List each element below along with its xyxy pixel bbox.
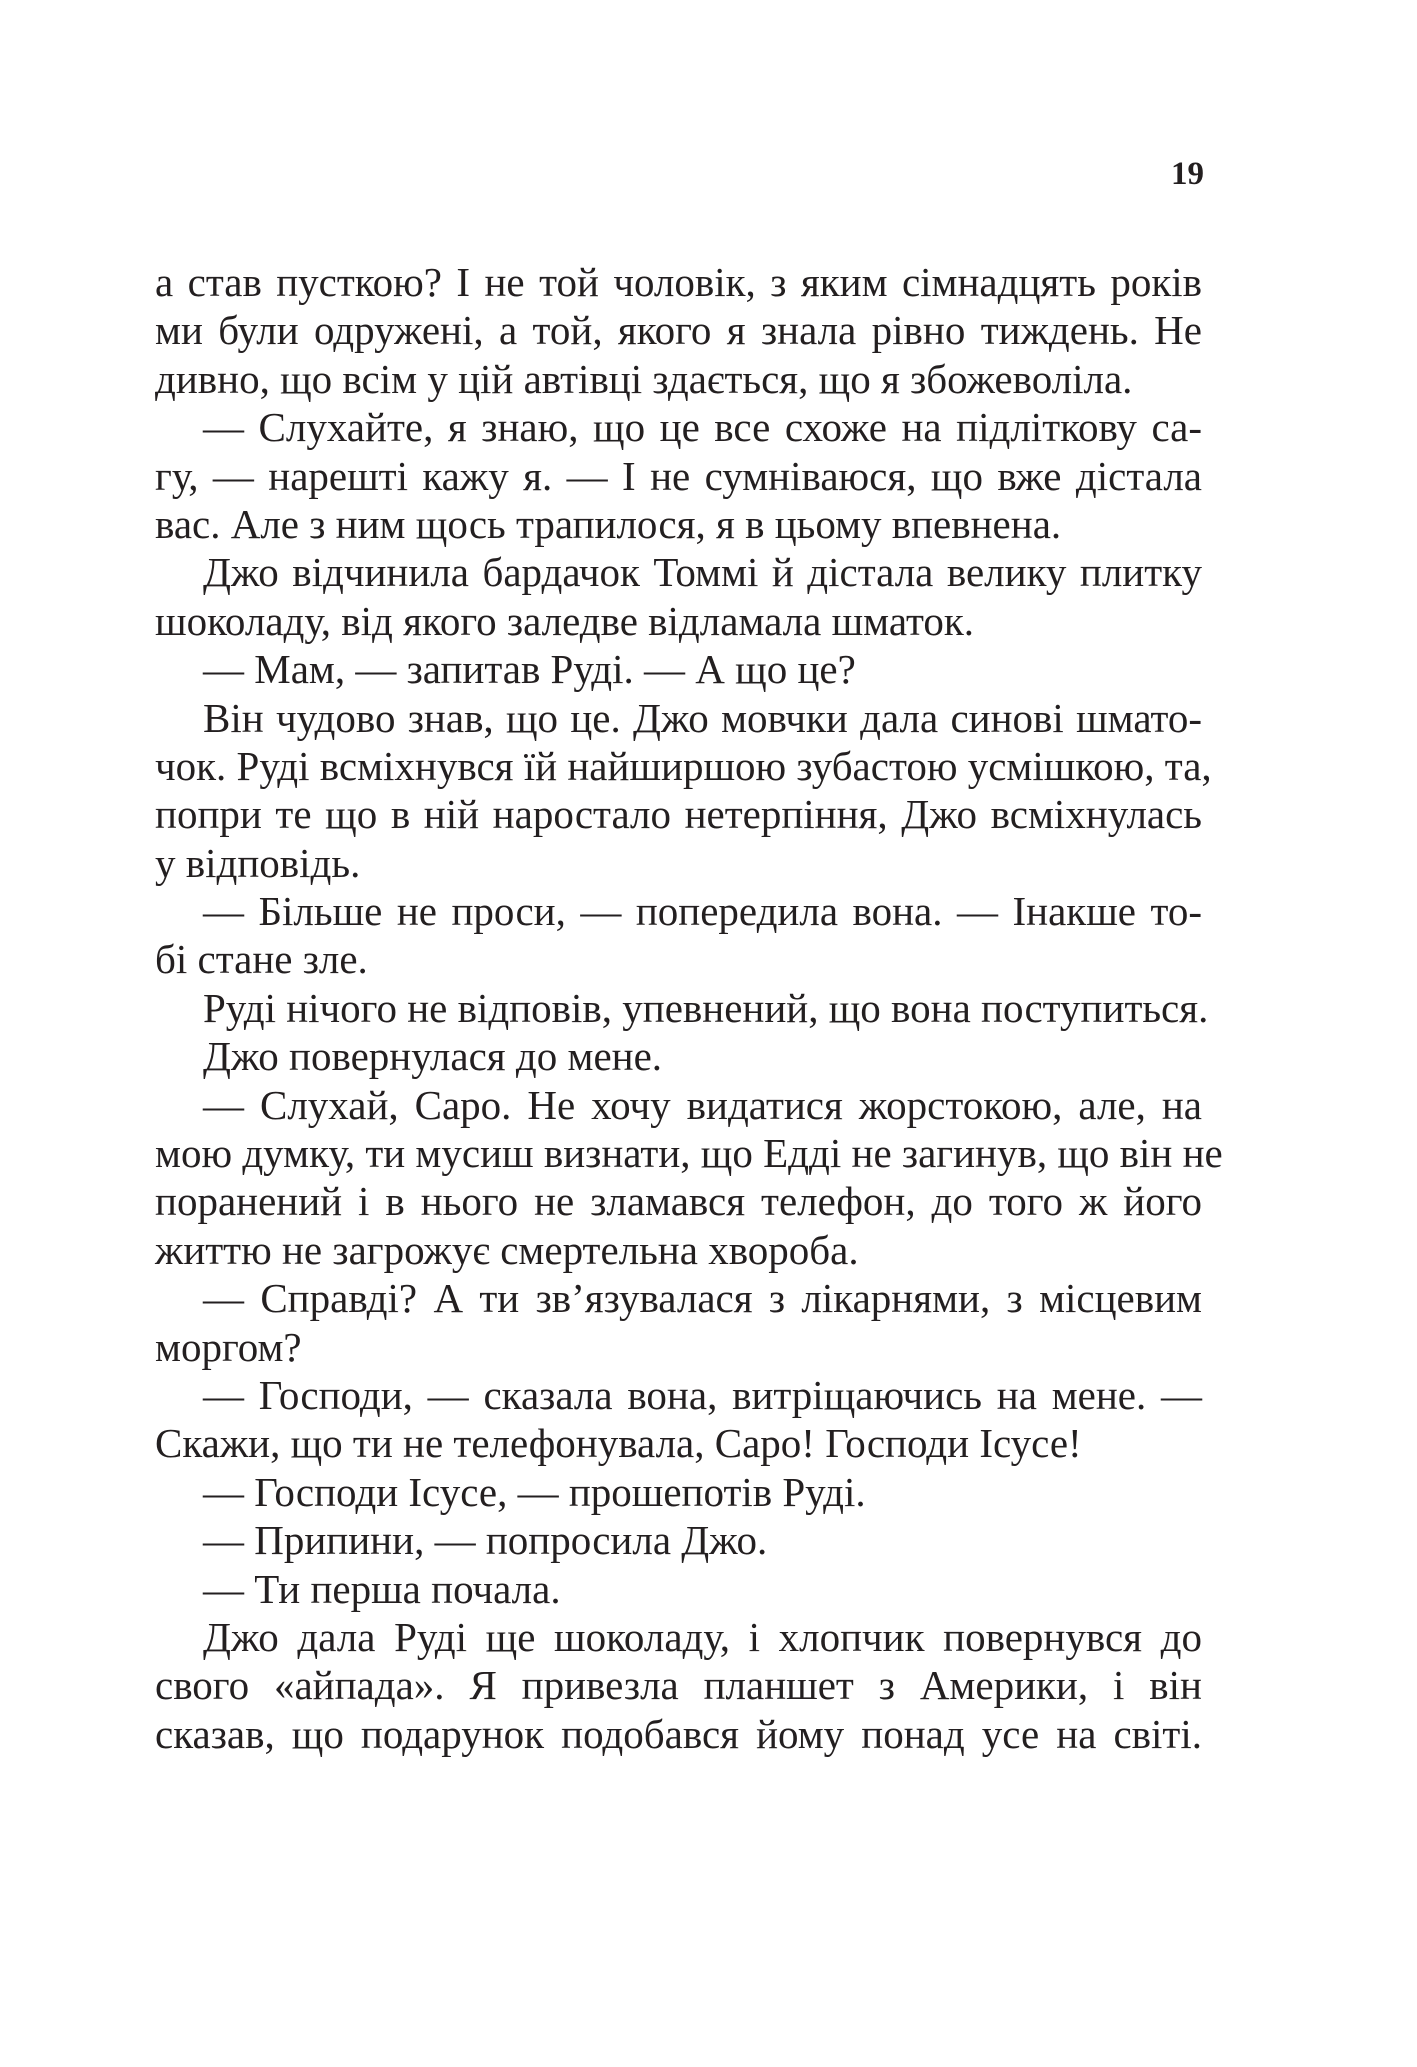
text-line: життю не загрожує смертельна хвороба. (155, 1226, 859, 1273)
text-line: моргом? (155, 1323, 302, 1370)
text-line: попри те що в ній наростало нетерпіння, Джо всміхнулась (155, 791, 1202, 838)
text-line: чок. Руді всміхнувся їй найширшою зубастою усмішкою, та, (155, 742, 1212, 789)
text-line: дивно, що всім у цій автівці здається, що я збожеволіла. (155, 355, 1133, 402)
text-line: — Мам, — запитав Руді. — А що це? (203, 646, 856, 693)
text-line: поранений і в нього не зламався телефон, до того ж його (155, 1178, 1202, 1225)
text-line: сказав, що подарунок подобався йому понад усе на світі. (155, 1710, 1202, 1757)
text-line: — Господи Ісусе, — прошепотів Руді. (203, 1468, 866, 1515)
text-line: — Справді? А ти зв’язувалася з лікарнями, з місцевим (203, 1275, 1202, 1322)
text-line: бі стане зле. (155, 936, 368, 983)
text-line: — Більше не проси, — попередила вона. — Інакше то- (203, 888, 1202, 935)
text-line: — Припини, — попросила Джо. (203, 1517, 768, 1564)
text-line: вас. Але з ним щось трапилося, я в цьому впевнена. (155, 500, 1062, 547)
text-line: а став пусткою? І не той чоловік, з яким сімнадцять років (155, 259, 1202, 305)
text-line: Він чудово знав, що це. Джо мовчки дала синові шмато- (203, 694, 1202, 741)
text-line: — Господи, — сказала вона, витріщаючись на мене. — (203, 1371, 1202, 1418)
text-line: Скажи, що ти не телефонувала, Саро! Господи Ісусе! (155, 1420, 1082, 1467)
body-text (155, 258, 1223, 1758)
text-line: — Слухай, Саро. Не хочу видатися жорстокою, але, на (203, 1081, 1202, 1128)
text-line: свого «айпада». Я привезла планшет з Америки, і він (155, 1662, 1202, 1709)
text-line: — Слухайте, я знаю, що це все схоже на підліткову са- (203, 404, 1202, 451)
text-line: Руді нічого не відповів, упевнений, що вона поступиться. (203, 984, 1209, 1031)
text-line: гу, — нарешті кажу я. — І не сумніваюся, що вже дістала (155, 452, 1202, 499)
text-line: — Ти перша почала. (203, 1565, 561, 1612)
text-line: Джо відчинила бардачок Томмі й дістала велику плитку (203, 549, 1202, 596)
text-line: Джо дала Руді ще шоколаду, і хлопчик повернувся до (203, 1613, 1202, 1660)
text-line: шоколаду, від якого заледве відламала шматок. (155, 597, 974, 644)
page-number: 19 (1171, 156, 1204, 192)
text-line: у відповідь. (155, 839, 361, 886)
text-line: мою думку, ти мусиш визнати, що Едді не загинув, що він не (155, 1130, 1223, 1177)
text-line: Джо повернулася до мене. (203, 1033, 663, 1080)
text-line: ми були одружені, а той, якого я знала рівно тиждень. Не (155, 307, 1202, 354)
